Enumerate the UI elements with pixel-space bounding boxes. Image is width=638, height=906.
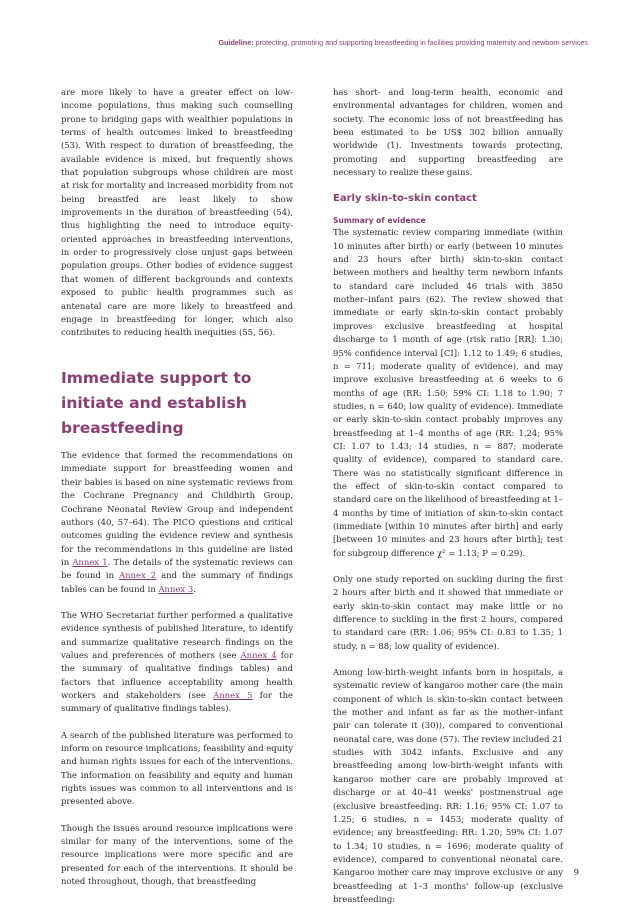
- header-text: protecting, promoting and supporting breastfeeding in facilities providing maternity and newborn services: [253, 38, 588, 47]
- left-paragraph-2: [61, 449, 293, 596]
- right-paragraph-2: The systematic review comparing immediate (within 10 minutes after birth) or early (between 10 minutes and 23 hours after birth) skin-to-skin contact between mothers and healthy term newborn infants to standard care included 46 trials with 3850 mother–infant pairs (62). The review showed that immediate or early skin-to-skin contact probably improves exclusive breastfeeding at hospital discharge to 1 month of age (risk ratio [RR]: 1.30; 95% confidence interval [CI]: 1.12 to 1.49; 6 studies, n = 711; moderate quality of evidence), and may improve exclusive breastfeeding at 6 weeks to 6 months of age (RR: 1.50; 59% CI: 1.18 to 1.90; 7 studies, n = 640; low quality of evidence). Immediate or early skin-to-skin contact probably improves any breastfeeding at 1–4 months of age (RR: 1.24; 95% CI: 1.07 to 1.43; 14 studies, n = 887; moderate quality of evidence), compared to standard care. There was no statistically significant difference in the effect of skin-to-skin contact compared to standard care on the likelihood of breastfeeding at 1–4 months by time of initiation of skin-to-skin contact (immediate [within 10 minutes after birth] and early [between 10 minutes and 23 hours after birth]; test for subgroup difference χ² = 1.13; P = 0.29).: [333, 227, 563, 558]
- page-number: 9: [573, 868, 579, 878]
- subheading-summary-of-evidence: Summary of evidence: [333, 216, 426, 226]
- left-paragraph-1: are more likely to have a greater effect on low-income populations, thus making such counselling prone to bridging gaps with wealthier populations in terms of health outcomes linked to breastfeeding (53). With respect to duration of breastfeeding, the available evidence is mixed, but frequently shows that population subgroups whose children are most at risk for mortality and increased morbidity from not being breastfed are least likely to show improvements in the duration of breastfeeding (54), thus highlighting the need to introduce equity-oriented approaches in breastfeeding interventions, in order to progressively close unjust gaps between population groups. Other bodies of evidence suggest that women of different backgrounds and contexts exposed to public health programmes such as antenatal care are more likely to breastfeed and engage in breastfeeding for longer, which also contributes to reducing health inequities (55, 56).: [61, 87, 293, 338]
- annex-5-link[interactable]: Annex 5: [213, 689, 253, 700]
- section-heading-immediate-support: Immediate support to initiate and establish breastfeeding: [61, 368, 252, 437]
- right-column: [333, 86, 563, 906]
- annex-2-link[interactable]: Annex 2: [119, 570, 157, 581]
- left-paragraph-3: [61, 609, 293, 716]
- running-header: [60, 38, 588, 47]
- text-run: and the summary of findings tables can be found in: [61, 570, 293, 594]
- text-run: for the summary of qualitative findings tables).: [61, 689, 294, 714]
- left-paragraph-4: A search of the published literature was performed to inform on resource implications, feasibility and equity and human rights issues for each of the interventions. The information on feasibility and equity and human rights issues was common to all interventions and is presented above.: [61, 729, 293, 807]
- right-paragraph-1: has short- and long-term health, economic and environmental advantages for children, women and society. The economic loss of not breastfeeding has been estimated to be US$ 302 billion annually worldwide (1). Investments towards protecting, promoting and supporting breastfeeding are necessary to realize these gains.: [333, 87, 563, 178]
- header-lead: Guideline:: [218, 38, 254, 47]
- annex-1-link[interactable]: Annex 1: [72, 556, 108, 567]
- section-heading-skin-to-skin: Early skin-to-skin contact: [333, 193, 477, 205]
- right-paragraph-4: Among low-birth-weight infants born in hospitals, a systematic review of kangaroo mother care (the main component of which is skin-to-skin contact between the mother and infant as far as the mother–infant pair can tolerate it (30)), compared to conventional neonatal care, was done (57). The review included 21 studies with 3042 infants. Exclusive and any breastfeeding among low-birth-weight infants with kangaroo mother care are probably improved at discharge or at 40–41 weeks' postmenstrual age (exclusive breastfeeding: RR: 1.16; 95% CI: 1.07 to 1.25; 6 studies, n = 1453; moderate quality of evidence; any breastfeeding: RR: 1.20; 59% CI: 1.07 to 1.34; 10 studies, n = 1696; moderate quality of evidence), compared to conventional neonatal care. Kangaroo mother care may improve exclusive or any breastfeeding at 1–3 months' follow-up (exclusive breastfeeding:: [333, 667, 563, 904]
- text-run: The WHO Secretariat further performed a qualitative evidence synthesis of published literature, to identify and summarize qualitative research findings on the values and preferences of mothers (see: [61, 609, 293, 660]
- text-run: . The details of the systematic reviews can be found in: [61, 556, 293, 581]
- annex-4-link[interactable]: Annex 4: [240, 649, 277, 660]
- text-run: The evidence that formed the recommendations on immediate support for breastfeeding women and their babies is based on nine systematic reviews from the Cochrane Pregnancy and Childbirth Group, Cochrane Neonatal Review Group and independent authors (40, 57–64). The PICO questions and critical outcomes guiding the evidence review and synthesis for the recommendations in this guideline are listed in: [61, 450, 293, 567]
- text-run: .: [193, 583, 196, 594]
- right-paragraph-3: Only one study reported on suckling during the first 2 hours after birth and it showed that immediate or early skin-to-skin contact may make little or no difference to suckling in the first 2 hours, compared to standard care (RR: 1.06; 95% CI: 0.83 to 1.35; 1 study, n = 88; low quality of evidence).: [333, 574, 563, 651]
- left-column: [61, 86, 293, 888]
- left-paragraph-5: Though the issues around resource implications were similar for many of the interventions, some of the resource implications were more specific and are presented for each of the interventions. It should be noted throughout, though, that breastfeeding: [61, 822, 293, 887]
- annex-3-link[interactable]: Annex 3: [158, 583, 194, 594]
- text-run: for the summary of qualitative findings tables) and factors that influence acceptability among health workers and stakeholders (see: [61, 649, 294, 700]
